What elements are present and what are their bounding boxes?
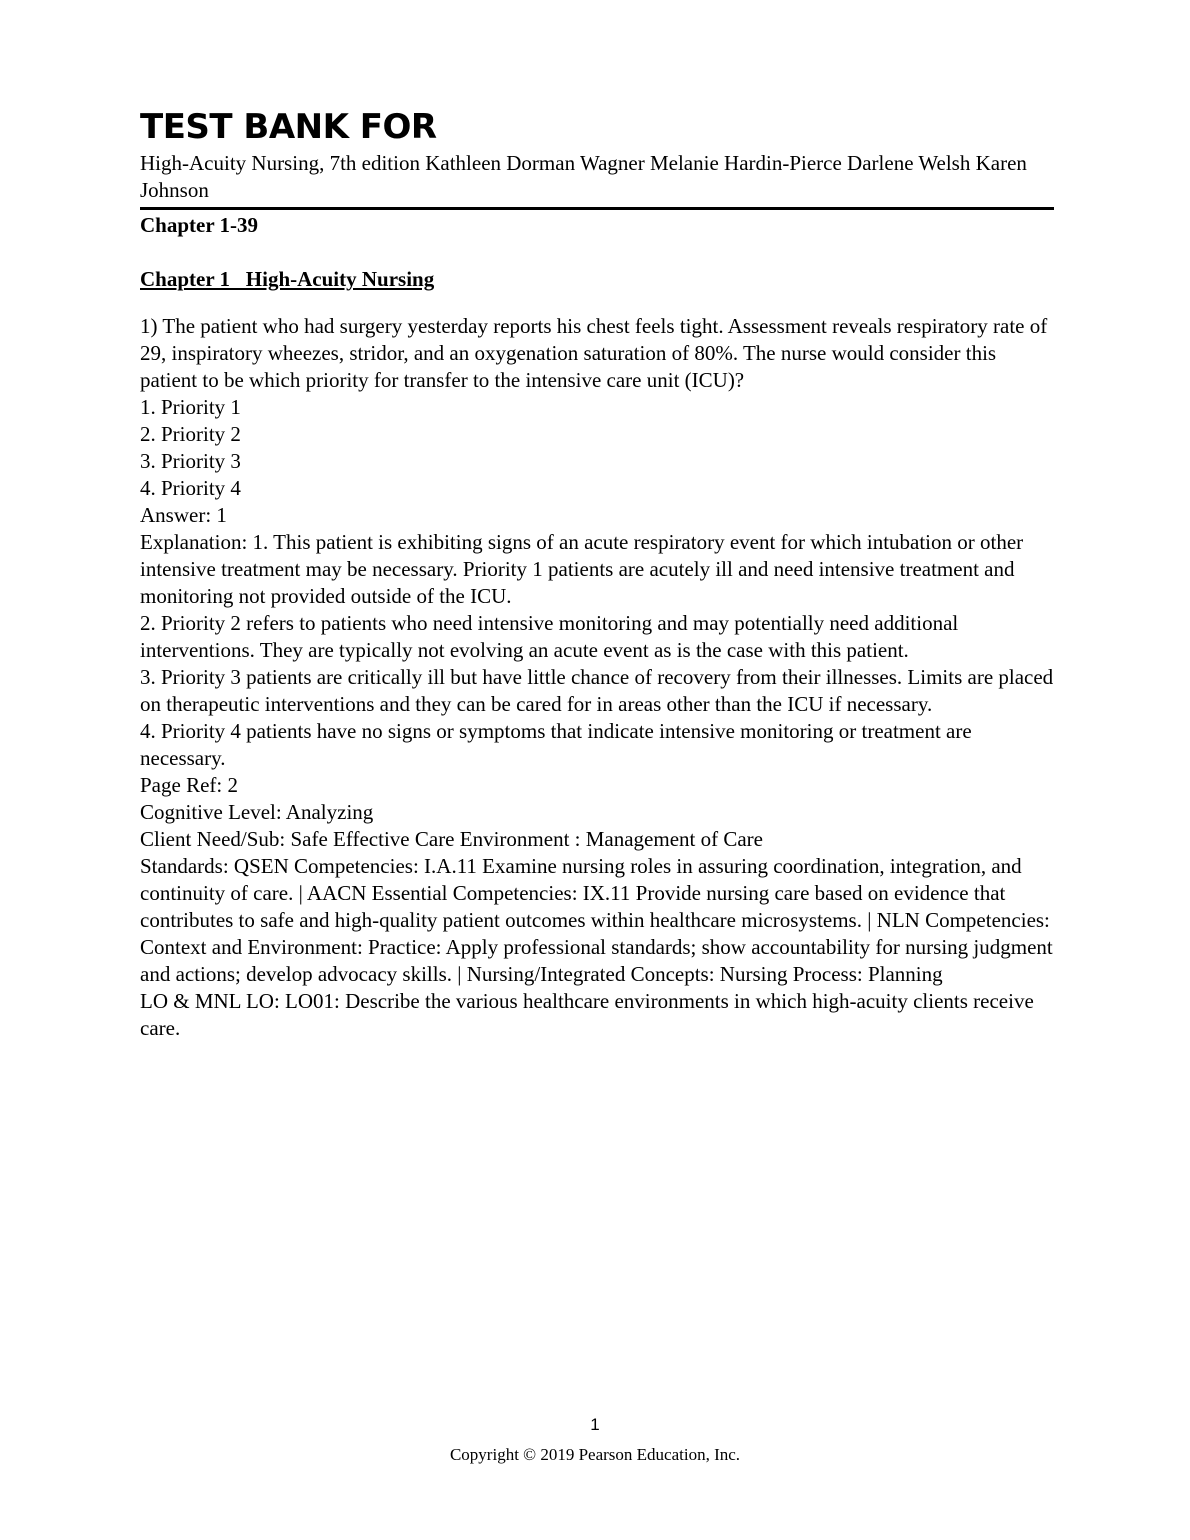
page-ref: Page Ref: 2 (140, 773, 238, 797)
cognitive-level: Cognitive Level: Analyzing (140, 800, 374, 824)
option-item: 4. Priority 4 (140, 476, 241, 500)
option-item: 3. Priority 3 (140, 449, 241, 473)
chapter-heading: Chapter 1 High-Acuity Nursing (140, 267, 435, 291)
client-need: Client Need/Sub: Safe Effective Care Environment : Management of Care (140, 827, 763, 851)
explanation-paragraph: 4. Priority 4 patients have no signs or symptoms that indicate intensive monitoring or treatment are necessary. (140, 719, 972, 770)
document-header (140, 104, 1054, 293)
document-title: TEST BANK FOR (140, 107, 437, 147)
explanation-paragraph: 2. Priority 2 refers to patients who need intensive monitoring and may potentially need additional interventions. They are typically not evolving an acute event as is the case with this patient. (140, 611, 959, 662)
option-item: 2. Priority 2 (140, 422, 241, 446)
book-subtitle: High-Acuity Nursing, 7th edition Kathleen Dorman Wagner Melanie Hardin-Pierce Darlene Welsh Karen Johnson (140, 151, 1027, 202)
page-number: 1 (590, 1415, 600, 1434)
copyright-notice: Copyright © 2019 Pearson Education, Inc. (449, 1445, 741, 1464)
explanation-paragraph: Explanation: 1. This patient is exhibiting signs of an acute respiratory event for which intubation or other intensive treatment may be necessary. Priority 1 patients are acutely ill and need intensive treatment and monitoring not provided outside of the ICU. (140, 530, 1024, 608)
header-divider (140, 207, 1054, 210)
explanation-paragraph: 3. Priority 3 patients are critically ill but have little chance of recovery from their illnesses. Limits are placed on therapeutic interventions and they can be cared for in areas other than the ICU if necessary. (140, 665, 1054, 716)
chapter-range: Chapter 1-39 (140, 213, 259, 237)
learning-objective: LO & MNL LO: LO01: Describe the various healthcare environments in which high-acuity clients receive care. (140, 989, 1034, 1040)
question-stem: 1) The patient who had surgery yesterday reports his chest feels tight. Assessment reveals respiratory rate of 29, inspiratory wheezes, stridor, and an oxygenation saturation of 80%. The nurse would consider this patient to be which priority for transfer to the intensive care unit (ICU)? (140, 314, 1048, 392)
option-item: 1. Priority 1 (140, 395, 241, 419)
question-block (140, 313, 1054, 1042)
answer-line: Answer: 1 (140, 503, 227, 527)
standards: Standards: QSEN Competencies: I.A.11 Examine nursing roles in assuring coordination, integration, and continuity of care. | AACN Essential Competencies: IX.11 Provide nursing care based on evidence that contributes to safe and high-quality patient outcomes within healthcare microsystems. | NLN Competencies: Context and Environment: Practice: Apply professional standards; show accountability for nursing judgment and actions; develop advocacy skills. | Nursing/Integrated Concepts: Nursing Process: Planning (140, 854, 1053, 986)
